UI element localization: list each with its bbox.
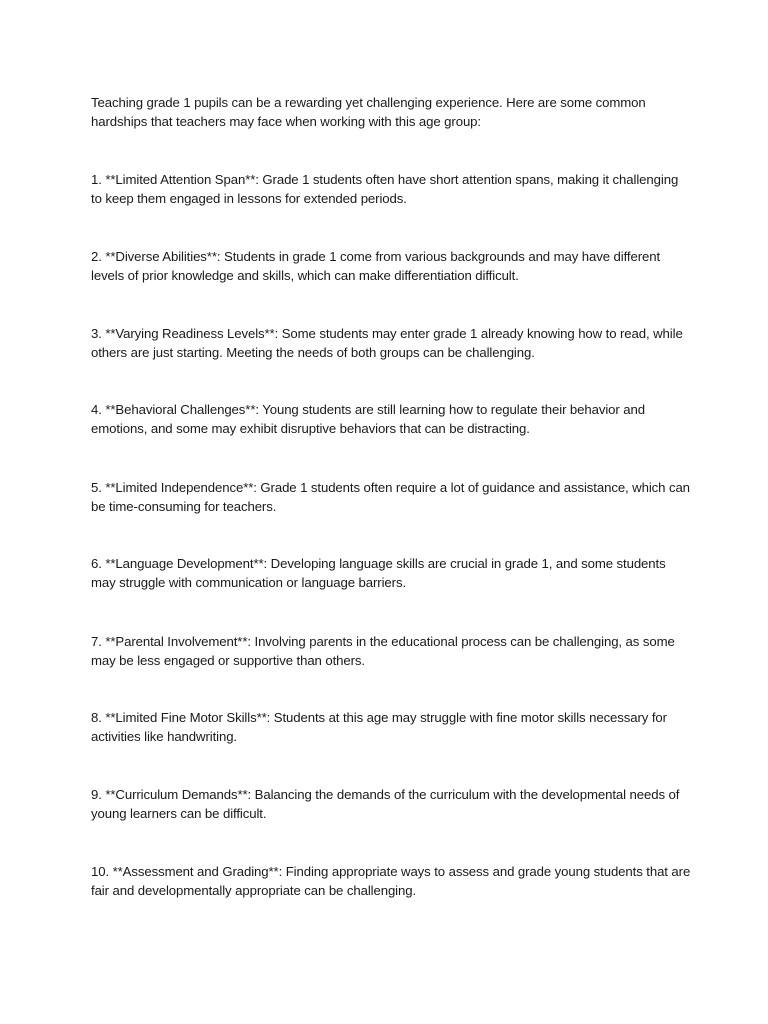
list-item: 10. **Assessment and Grading**: Finding appropriate ways to assess and grade young students that are fair and developmentally appropriate can be challenging. [91,864,691,898]
intro-paragraph: Teaching grade 1 pupils can be a rewarding yet challenging experience. Here are some common hardships that teachers may face when working with this age group: [91,95,646,129]
list-item: 4. **Behavioral Challenges**: Young students are still learning how to regulate their behavior and emotions, and some may exhibit disruptive behaviors that can be distracting. [91,402,645,436]
list-item: 3. **Varying Readiness Levels**: Some students may enter grade 1 already knowing how to read, while others are just starting. Meeting the needs of both groups can be challenging. [91,326,683,360]
list-item: 9. **Curriculum Demands**: Balancing the demands of the curriculum with the developmental needs of young learners can be difficult. [91,787,680,821]
list-item: 6. **Language Development**: Developing language skills are crucial in grade 1, and some students may struggle with communication or language barriers. [91,556,666,590]
list-item: 2. **Diverse Abilities**: Students in grade 1 come from various backgrounds and may have different levels of prior knowledge and skills, which can make differentiation difficult. [91,249,661,283]
list-item: 1. **Limited Attention Span**: Grade 1 students often have short attention spans, making it challenging to keep them engaged in lessons for extended periods. [91,172,679,206]
list-item: 5. **Limited Independence**: Grade 1 students often require a lot of guidance and assistance, which can be time-consuming for teachers. [91,480,690,514]
list-item: 8. **Limited Fine Motor Skills**: Students at this age may struggle with fine motor skills necessary for activities like handwriting. [91,710,667,744]
list-item: 7. **Parental Involvement**: Involving parents in the educational process can be challenging, as some may be less engaged or supportive than others. [91,634,675,668]
